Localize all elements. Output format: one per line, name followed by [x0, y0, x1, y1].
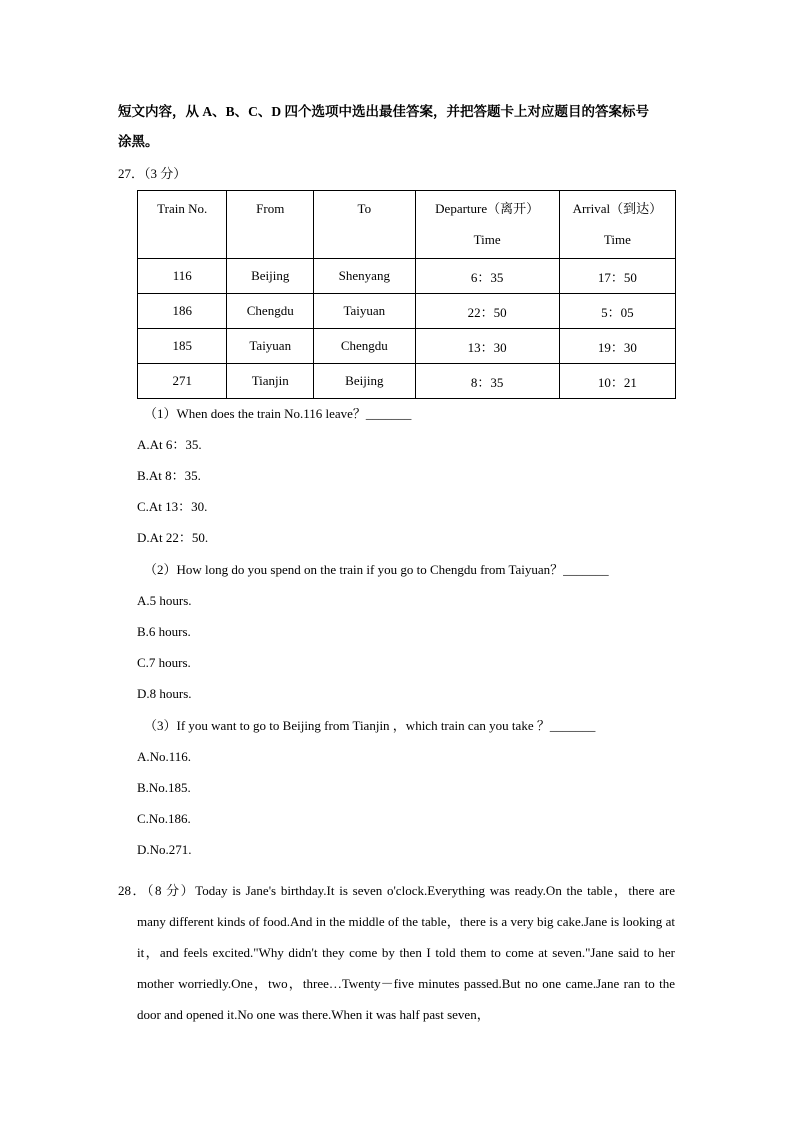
table-row — [138, 364, 676, 399]
answer-option: B.At 8：35. — [137, 468, 201, 483]
table-cell: 10：21 — [559, 364, 675, 399]
table-row — [138, 329, 676, 364]
question-27-header: 27．（3 分） — [118, 166, 187, 181]
table-cell: 6：35 — [415, 259, 559, 294]
train-timetable — [137, 190, 676, 399]
answer-option: C.At 13：30. — [137, 499, 208, 514]
table-cell: 5：05 — [559, 294, 675, 329]
answer-option: A.No.116. — [137, 749, 192, 764]
column-header: To — [314, 191, 416, 259]
table-row — [138, 294, 676, 329]
question-28-passage — [118, 875, 675, 1030]
instructions-line-2: 涂黑。 — [118, 134, 159, 149]
table-cell: 8：35 — [415, 364, 559, 399]
table-cell: 185 — [138, 329, 227, 364]
table-cell: Beijing — [227, 259, 314, 294]
table-cell: Taiyuan — [314, 294, 416, 329]
answer-option: C.No.186. — [137, 811, 191, 826]
table-cell: 13：30 — [415, 329, 559, 364]
answer-option: B.6 hours. — [137, 624, 191, 639]
table-cell: Chengdu — [314, 329, 416, 364]
table-cell: Shenyang — [314, 259, 416, 294]
answer-option: C.7 hours. — [137, 655, 191, 670]
table-row — [138, 259, 676, 294]
column-header: Departure（离开） Time — [415, 191, 559, 259]
table-header-row — [138, 191, 676, 259]
table-cell: 19：30 — [559, 329, 675, 364]
table-cell: 271 — [138, 364, 227, 399]
answer-option: D.8 hours. — [137, 686, 192, 701]
column-header: Train No. — [138, 191, 227, 259]
passage-text: Today is Jane's birthday.It is seven o'clock.Everything was ready.On the table，there are many different kinds of food.And in the middle of the table，there is a very big cake.Jane is looking at it，and feels excited."Why didn't they come by then I told them to come at seven."Jane said to her mother worriedly.One，two，three…Twenty－five minutes passed.But no one came.Jane ran to the door and opened it.No one was there.When it was half past seven， — [137, 883, 675, 1022]
answer-option: B.No.185. — [137, 780, 191, 795]
question-stem: （1）When does the train No.116 leave？_______ — [144, 406, 412, 421]
table-cell: Chengdu — [227, 294, 314, 329]
question-stem: （2）How long do you spend on the train if you go to Chengdu from Taiyuan？_______ — [144, 562, 609, 577]
answer-option: D.No.271. — [137, 842, 192, 857]
table-cell: 186 — [138, 294, 227, 329]
table-cell: Taiyuan — [227, 329, 314, 364]
table-cell: 17：50 — [559, 259, 675, 294]
question-stem: （3）If you want to go to Beijing from Tianjin ，which train can you take ？_______ — [144, 718, 596, 733]
column-header: From — [227, 191, 314, 259]
table-cell: 116 — [138, 259, 227, 294]
answer-option: A.5 hours. — [137, 593, 192, 608]
instructions-line-1: 短文内容，从 A、B、C、D 四个选项中选出最佳答案，并把答题卡上对应题目的答案标号 — [118, 104, 650, 119]
column-header: Arrival（到达） Time — [559, 191, 675, 259]
question-28-number: 28．（8 分） — [118, 883, 196, 898]
table-cell: Tianjin — [227, 364, 314, 399]
table-cell: 22：50 — [415, 294, 559, 329]
table-cell: Beijing — [314, 364, 416, 399]
answer-option: A.At 6：35. — [137, 437, 202, 452]
answer-option: D.At 22：50. — [137, 530, 209, 545]
